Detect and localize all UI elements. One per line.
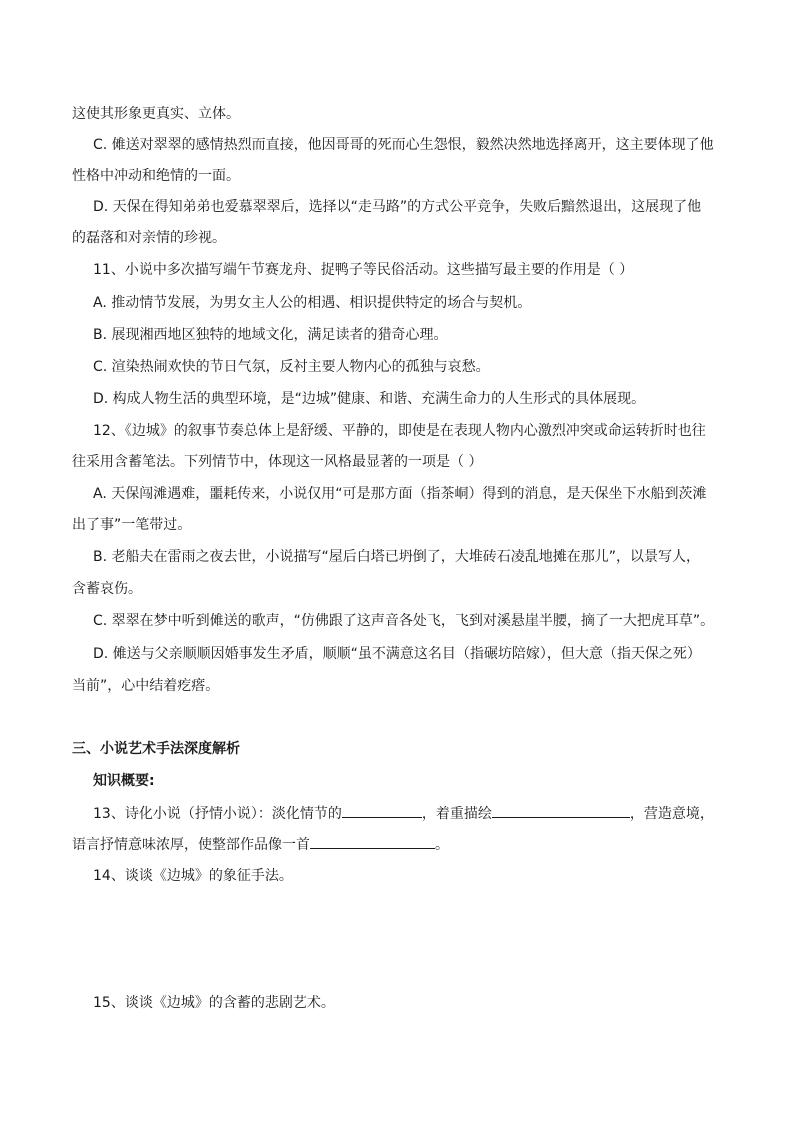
option-a-11: A. 推动情节发展，为男女主人公的相遇、相识提供特定的场合与契机。 (93, 295, 532, 311)
question-14: 14、谈谈《边城》的象征手法。 (93, 868, 293, 884)
text-line: 往采用含蓄笔法。下列情节中，体现这一风格最显著的一项是（ ） (72, 454, 483, 470)
text-line: 含蓄哀伤。 (72, 581, 142, 597)
option-d-12: D. 傩送与父亲顺顺因婚事发生矛盾，顺顺“虽不满意这名目（指碾坊陪嫁），但大意（指天保之死） (93, 646, 701, 662)
option-c-12: C. 翠翠在梦中听到傩送的歌声，“仿佛跟了这声音各处飞，飞到对溪悬崖半腰，摘了一大把虎耳草”。 (93, 613, 715, 629)
text-line: 这使其形象更真实、立体。 (72, 106, 240, 122)
answer-blank[interactable] (310, 834, 435, 849)
question-13-text: ，着重描绘 (421, 806, 492, 822)
option-b-11: B. 展现湘西地区独特的地域文化，满足读者的猎奇心理。 (93, 327, 448, 343)
text-line: 出了事”一笔带过。 (72, 517, 192, 533)
option-a-12: A. 天保闯滩遇难，噩耗传来，小说仅用“可是那方面（指茶峒）得到的消息，是天保坐下水船到茨滩 (93, 486, 707, 502)
answer-blank[interactable] (342, 803, 422, 818)
question-13-continued (72, 834, 449, 855)
text-line: 当前”，心中结着疙瘩。 (72, 678, 220, 694)
text-line: 性格中冲动和绝情的一面。 (72, 168, 240, 184)
question-13-text: ，营造意境， (629, 806, 714, 822)
question-15: 15、谈谈《边城》的含蓄的悲剧艺术。 (93, 995, 335, 1011)
question-13-text: 语言抒情意味浓厚，使整部作品像一首 (72, 837, 310, 853)
overview-label: 知识概要: (93, 773, 155, 789)
option-c-11: C. 渲染热闹欢快的节日气氛，反衬主要人物内心的孤独与哀愁。 (93, 359, 490, 375)
question-13 (93, 803, 714, 824)
question-13-text: 13、诗化小说（抒情小说）：淡化情节的 (93, 806, 342, 822)
option-b-12: B. 老船夫在雷雨之夜去世，小说描写“屋后白塔已坍倒了，大堆砖石凌乱地摊在那儿”，以景写人， (93, 549, 701, 565)
text-line: 的磊落和对亲情的珍视。 (72, 230, 226, 246)
option-c-10: C. 傩送对翠翠的感情热烈而直接，他因哥哥的死而心生怨恨，毅然决然地选择离开，这主要体现了他 (93, 137, 714, 153)
option-d-11: D. 构成人物生活的典型环境，是“边城”健康、和谐、充满生命力的人生形式的具体展现。 (93, 391, 646, 407)
question-12: 12、《边城》的叙事节奏总体上是舒缓、平静的，即使是在表现人物内心激烈冲突或命运转折时也往 (93, 423, 706, 439)
question-11: 11、小说中多次描写端午节赛龙舟、捉鸭子等民俗活动。这些描写最主要的作用是（ ） (93, 262, 634, 278)
question-13-text: 。 (435, 837, 449, 853)
answer-blank[interactable] (492, 803, 630, 818)
option-d-10: D. 天保在得知弟弟也爱慕翠翠后，选择以“走马路”的方式公平竞争，失败后黯然退出，这展现了他 (93, 199, 702, 215)
section-title: 三、小说艺术手法深度解析 (72, 741, 240, 757)
